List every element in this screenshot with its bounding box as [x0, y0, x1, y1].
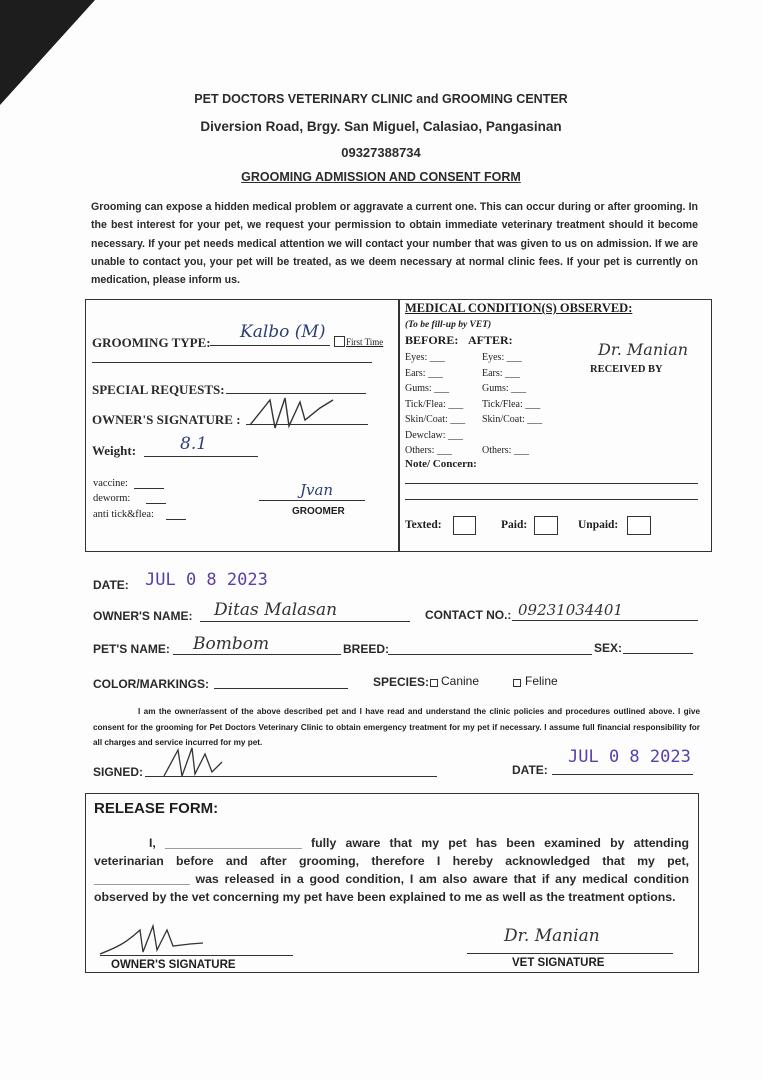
deworm-label: deworm:: [93, 493, 131, 504]
before-items: [405, 350, 465, 459]
after-item[interactable]: Gums: ___: [482, 383, 527, 394]
contact-value[interactable]: 09231034401: [518, 601, 623, 619]
pet-name-value[interactable]: Bombom: [193, 634, 270, 654]
weight-value[interactable]: 8.1: [180, 434, 208, 454]
paid-label: Paid:: [501, 519, 528, 531]
owner-name-value[interactable]: Ditas Malasan: [214, 600, 338, 620]
unpaid-label: Unpaid:: [578, 519, 619, 531]
form-title: GROOMING ADMISSION AND CONSENT FORM: [241, 170, 521, 184]
before-item[interactable]: Tick/Flea: ___: [405, 398, 464, 410]
groomer-value[interactable]: Jvan: [300, 481, 334, 499]
first-time-label: First Time: [346, 337, 384, 347]
date-label: DATE:: [93, 578, 129, 592]
release-owner-label: OWNER'S SIGNATURE: [111, 959, 236, 971]
grooming-type-label: GROOMING TYPE:: [92, 335, 211, 350]
after-items: [482, 350, 542, 459]
signed-label: SIGNED:: [93, 765, 144, 779]
first-time-checkbox[interactable]: [334, 336, 345, 347]
after-item[interactable]: Others: ___: [482, 445, 529, 456]
vaccine-line[interactable]: [134, 488, 164, 489]
texted-checkbox[interactable]: [453, 516, 476, 535]
medical-title: MEDICAL CONDITION(S) OBSERVED:: [405, 301, 633, 315]
weight-label: Weight:: [92, 443, 137, 458]
medical-subtitle: (To be fill-up by VET): [405, 320, 492, 330]
before-item[interactable]: Ears: ___: [405, 367, 444, 379]
paid-checkbox[interactable]: [534, 516, 558, 535]
clinic-name: PET DOCTORS VETERINARY CLINIC and GROOMING CENTER: [194, 92, 568, 106]
release-text: I, ____________________ fully aware that my pet has been examined by attending veterinarian before and after grooming, therefore I hereby acknowledged that my pet, ______________ was released in a good condition, I am also aware that if any medical condition observed by the vet concerning my pet have been explained to me as well as the treatment options.: [94, 836, 689, 904]
note-label: Note/ Concern:: [405, 458, 477, 470]
pet-name-label: PET'S NAME:: [93, 642, 170, 656]
color-label: COLOR/MARKINGS:: [93, 677, 209, 691]
owner-signature-scribble: [245, 390, 340, 435]
feline-checkbox[interactable]: [513, 679, 521, 687]
canine-checkbox[interactable]: [430, 679, 438, 687]
date-stamp[interactable]: JUL 0 8 2023: [145, 570, 268, 590]
color-line[interactable]: [214, 688, 348, 689]
contact-line: [512, 620, 698, 621]
vet-signature-value[interactable]: Dr. Manian: [504, 926, 600, 946]
owner-name-label: OWNER'S NAME:: [93, 609, 193, 623]
release-owner-signature-scribble: [95, 918, 215, 960]
owner-signature-label: OWNER'S SIGNATURE :: [92, 412, 241, 427]
grooming-type-line: [210, 345, 330, 346]
clinic-address: Diversion Road, Brgy. San Miguel, Calasiao, Pangasinan: [200, 119, 562, 134]
after-item: [482, 428, 542, 444]
received-by-value[interactable]: Dr. Manian: [598, 340, 689, 359]
note-line-2[interactable]: [405, 499, 698, 500]
vaccine-label: vaccine:: [93, 478, 128, 489]
vet-signature-line: [467, 953, 673, 954]
weight-line: [144, 456, 258, 457]
breed-line[interactable]: [388, 654, 592, 655]
before-item[interactable]: Dewclaw: ___: [405, 429, 464, 441]
sex-label: SEX:: [594, 641, 623, 655]
groomer-label: GROOMER: [292, 506, 345, 517]
received-by-label: RECEIVED BY: [590, 364, 663, 375]
before-item[interactable]: Eyes: ___: [405, 352, 445, 363]
note-line-1[interactable]: [405, 483, 698, 484]
antitick-label: anti tick&flea:: [93, 509, 154, 520]
vet-signature-label: VET SIGNATURE: [512, 957, 605, 969]
contact-label: CONTACT NO.:: [425, 608, 512, 622]
breed-label: BREED:: [343, 642, 390, 656]
consent-date-stamp[interactable]: JUL 0 8 2023: [568, 747, 691, 767]
page-fold-corner: [0, 0, 95, 105]
clinic-phone: 09327388734: [341, 145, 421, 160]
groomer-line: [259, 500, 365, 501]
release-owner-line[interactable]: [100, 955, 293, 956]
owner-name-line: [200, 621, 410, 622]
consent-date-line: [552, 774, 693, 775]
before-item[interactable]: Others: ___: [405, 445, 452, 456]
section-divider: [398, 299, 400, 552]
consent-date-label: DATE:: [512, 763, 548, 777]
unpaid-checkbox[interactable]: [627, 516, 651, 535]
feline-label: Feline: [525, 674, 558, 688]
before-item[interactable]: Skin/Coat: ___: [405, 414, 466, 425]
consent-signature-scribble: [160, 742, 230, 782]
texted-label: Texted:: [405, 519, 442, 531]
intro-paragraph: Grooming can expose a hidden medical problem or aggravate a current one. This can occur during or after grooming. In the best interest for your pet, we request your permission to obtain immediate veterinary treatment should it become necessary. If your pet needs medical attention we will contact your number that was given to us on admission. If we are unable to contact you, your pet will be treated, as we deem necessary at normal clinic fees. If your pet is currently on medication, please inform us.: [91, 201, 698, 287]
pet-name-line: [173, 654, 341, 655]
after-item[interactable]: Tick/Flea: ___: [482, 398, 541, 410]
after-item[interactable]: Eyes: ___: [482, 352, 522, 363]
species-label: SPECIES:: [373, 675, 430, 689]
deworm-line[interactable]: [146, 503, 166, 504]
canine-label: Canine: [441, 674, 480, 688]
antitick-line[interactable]: [166, 519, 186, 520]
after-item[interactable]: Skin/Coat: ___: [482, 414, 543, 425]
before-item[interactable]: Gums: ___: [405, 383, 450, 394]
grooming-type-line-2: [92, 362, 372, 363]
before-label: BEFORE:: [405, 333, 459, 347]
after-item[interactable]: Ears: ___: [482, 367, 521, 379]
after-label: AFTER:: [468, 333, 513, 347]
consent-text: I am the owner/assent of the above described pet and I have read and understand the clinic policies and procedures outlined above. I give consent for the grooming for Pet Doctors Veterinary Clinic to obtain emergency treatment for my pet if necessary. I assume full financial responsibility for all charges and service incurred for my pet.: [93, 707, 700, 747]
sex-line[interactable]: [623, 653, 693, 654]
special-requests-label: SPECIAL REQUESTS:: [92, 382, 225, 397]
grooming-type-value[interactable]: Kalbo (M): [240, 322, 326, 342]
release-title: RELEASE FORM:: [94, 800, 219, 817]
